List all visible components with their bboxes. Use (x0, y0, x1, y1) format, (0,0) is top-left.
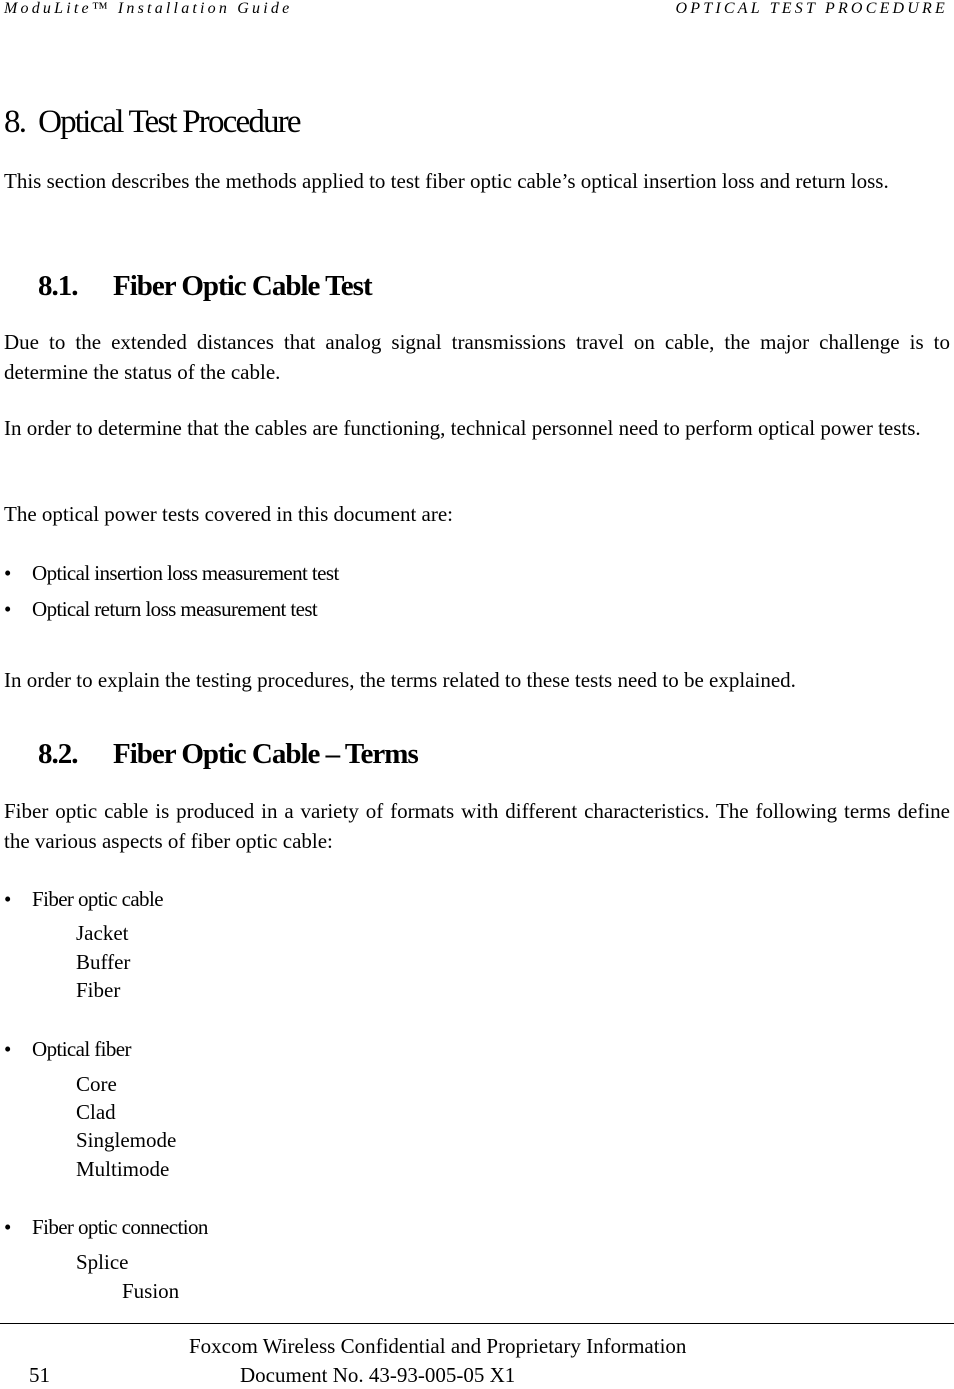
chapter-title (4, 102, 300, 142)
chapter-number: 8. (4, 104, 26, 140)
running-header-right: OPTICAL TEST PROCEDURE (675, 0, 948, 17)
bullet-icon: • (4, 561, 11, 585)
paragraph-cable-status: Due to the extended distances that analog signal transmissions travel on cable, the major challenge is to determine the status of the cable. (4, 330, 950, 384)
chapter-title-text: Optical Test Procedure (38, 104, 300, 140)
bullet-text: Optical return loss measurement test (32, 597, 318, 621)
running-header-left: ModuLite™ Installation Guide (4, 0, 293, 17)
bullet-icon: • (4, 597, 11, 621)
term-item: Clad (76, 1100, 116, 1124)
bullet-text: Optical insertion loss measurement test (32, 561, 339, 585)
section-heading-8-2 (38, 736, 418, 772)
paragraph-cable-formats: Fiber optic cable is produced in a variety of formats with different characteristics. The following terms define the various aspects of fiber optic cable: (4, 799, 950, 853)
paragraph-explain-terms: In order to explain the testing procedures, the terms related to these tests need to be explained. (4, 668, 796, 692)
bullet-icon: • (4, 1215, 11, 1239)
term-item: Fiber (76, 978, 121, 1002)
footer-document-number: Document No. 43-93-005-05 X1 (240, 1363, 516, 1387)
section-heading-8-1 (38, 268, 372, 304)
bullet-text: Fiber optic connection (32, 1215, 208, 1239)
bullet-item (4, 559, 339, 587)
footer-divider (0, 1323, 954, 1324)
section-title: Fiber Optic Cable Test (113, 270, 372, 302)
term-item: Splice (76, 1250, 129, 1274)
term-item: Buffer (76, 950, 131, 974)
intro-paragraph: This section describes the methods applied to test fiber optic cable’s optical insertion loss and return loss. (4, 169, 889, 193)
footer-confidential: Foxcom Wireless Confidential and Proprietary Information (189, 1334, 687, 1358)
footer-page-number: 51 (29, 1363, 50, 1387)
term-subitem: Fusion (122, 1279, 180, 1303)
paragraph-power-tests: In order to determine that the cables are functioning, technical personnel need to perform optical power tests. (4, 416, 921, 440)
bullet-item (4, 1213, 208, 1241)
term-item: Singlemode (76, 1128, 177, 1152)
bullet-text: Optical fiber (32, 1037, 131, 1061)
bullet-icon: • (4, 1037, 11, 1061)
section-number: 8.2. (38, 738, 78, 770)
term-item: Multimode (76, 1157, 170, 1181)
bullet-icon: • (4, 887, 11, 911)
bullet-item (4, 885, 163, 913)
section-title: Fiber Optic Cable – Terms (113, 738, 418, 770)
bullet-item (4, 595, 317, 623)
paragraph-tests-covered: The optical power tests covered in this document are: (4, 502, 454, 526)
bullet-text: Fiber optic cable (32, 887, 163, 911)
term-item: Core (76, 1072, 117, 1096)
section-number: 8.1. (38, 270, 78, 302)
term-item: Jacket (76, 921, 129, 945)
bullet-item (4, 1035, 131, 1063)
